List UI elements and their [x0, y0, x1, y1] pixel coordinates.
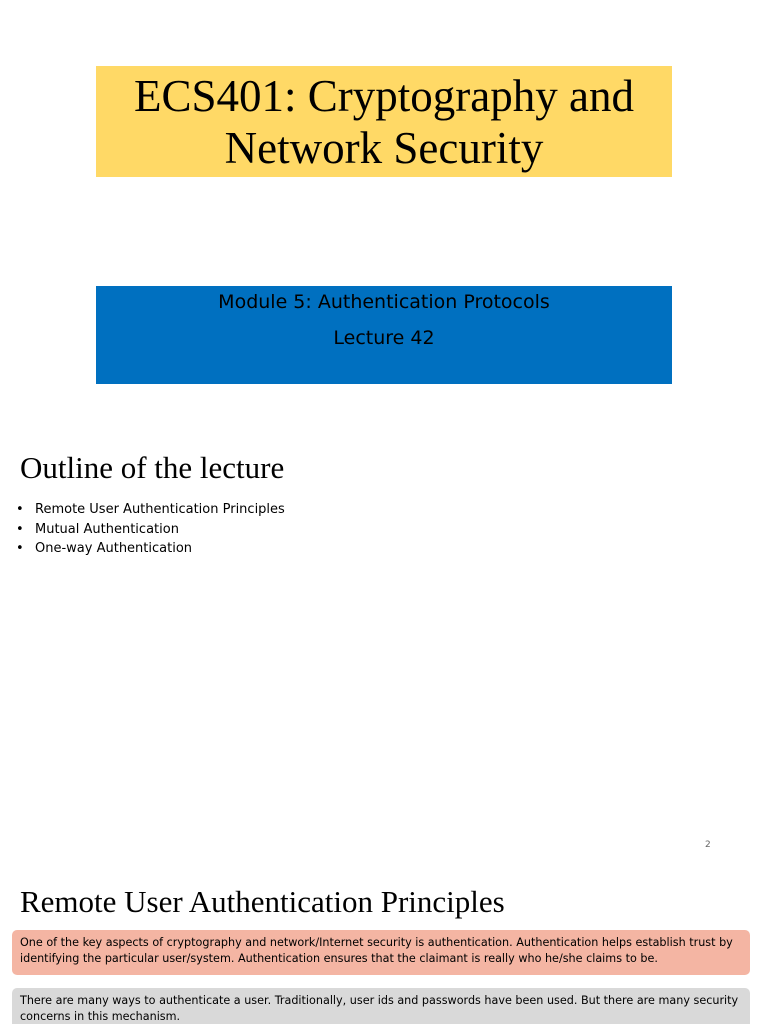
- list-item-text: Mutual Authentication: [35, 521, 179, 537]
- course-title: ECS401: Cryptography and Network Security: [134, 70, 634, 173]
- principles-heading: Remote User Authentication Principles: [20, 884, 505, 919]
- page-number: 2: [705, 840, 711, 850]
- outline-heading: Outline of the lecture: [20, 450, 285, 485]
- bullet-icon: •: [16, 521, 24, 537]
- list-item: [16, 520, 285, 540]
- bullet-icon: •: [16, 541, 24, 556]
- list-item: [16, 539, 285, 559]
- principles-slide: [0, 864, 768, 1024]
- outline-list: [16, 500, 285, 559]
- course-title-banner: [96, 66, 672, 177]
- outline-slide: [0, 432, 768, 864]
- definition-box: One of the key aspects of cryptography and network/Internet security is authentication. Authentication helps establish trust by identifying the particular user/system. Authentication ensures that the claimant is really who he/she claims to be.: [12, 930, 750, 975]
- list-item-text: One-way Authentication: [35, 541, 193, 556]
- lecture-number: Lecture 42: [333, 327, 435, 349]
- list-item: [16, 500, 285, 520]
- bullet-icon: •: [16, 502, 24, 517]
- methods-box: There are many ways to authenticate a user. Traditionally, user ids and passwords have been used. But there are many security concerns in this mechanism.: [12, 988, 750, 1024]
- module-banner: [96, 286, 672, 384]
- module-title: Module 5: Authentication Protocols: [218, 291, 550, 313]
- list-item-text: Remote User Authentication Principles: [35, 502, 285, 517]
